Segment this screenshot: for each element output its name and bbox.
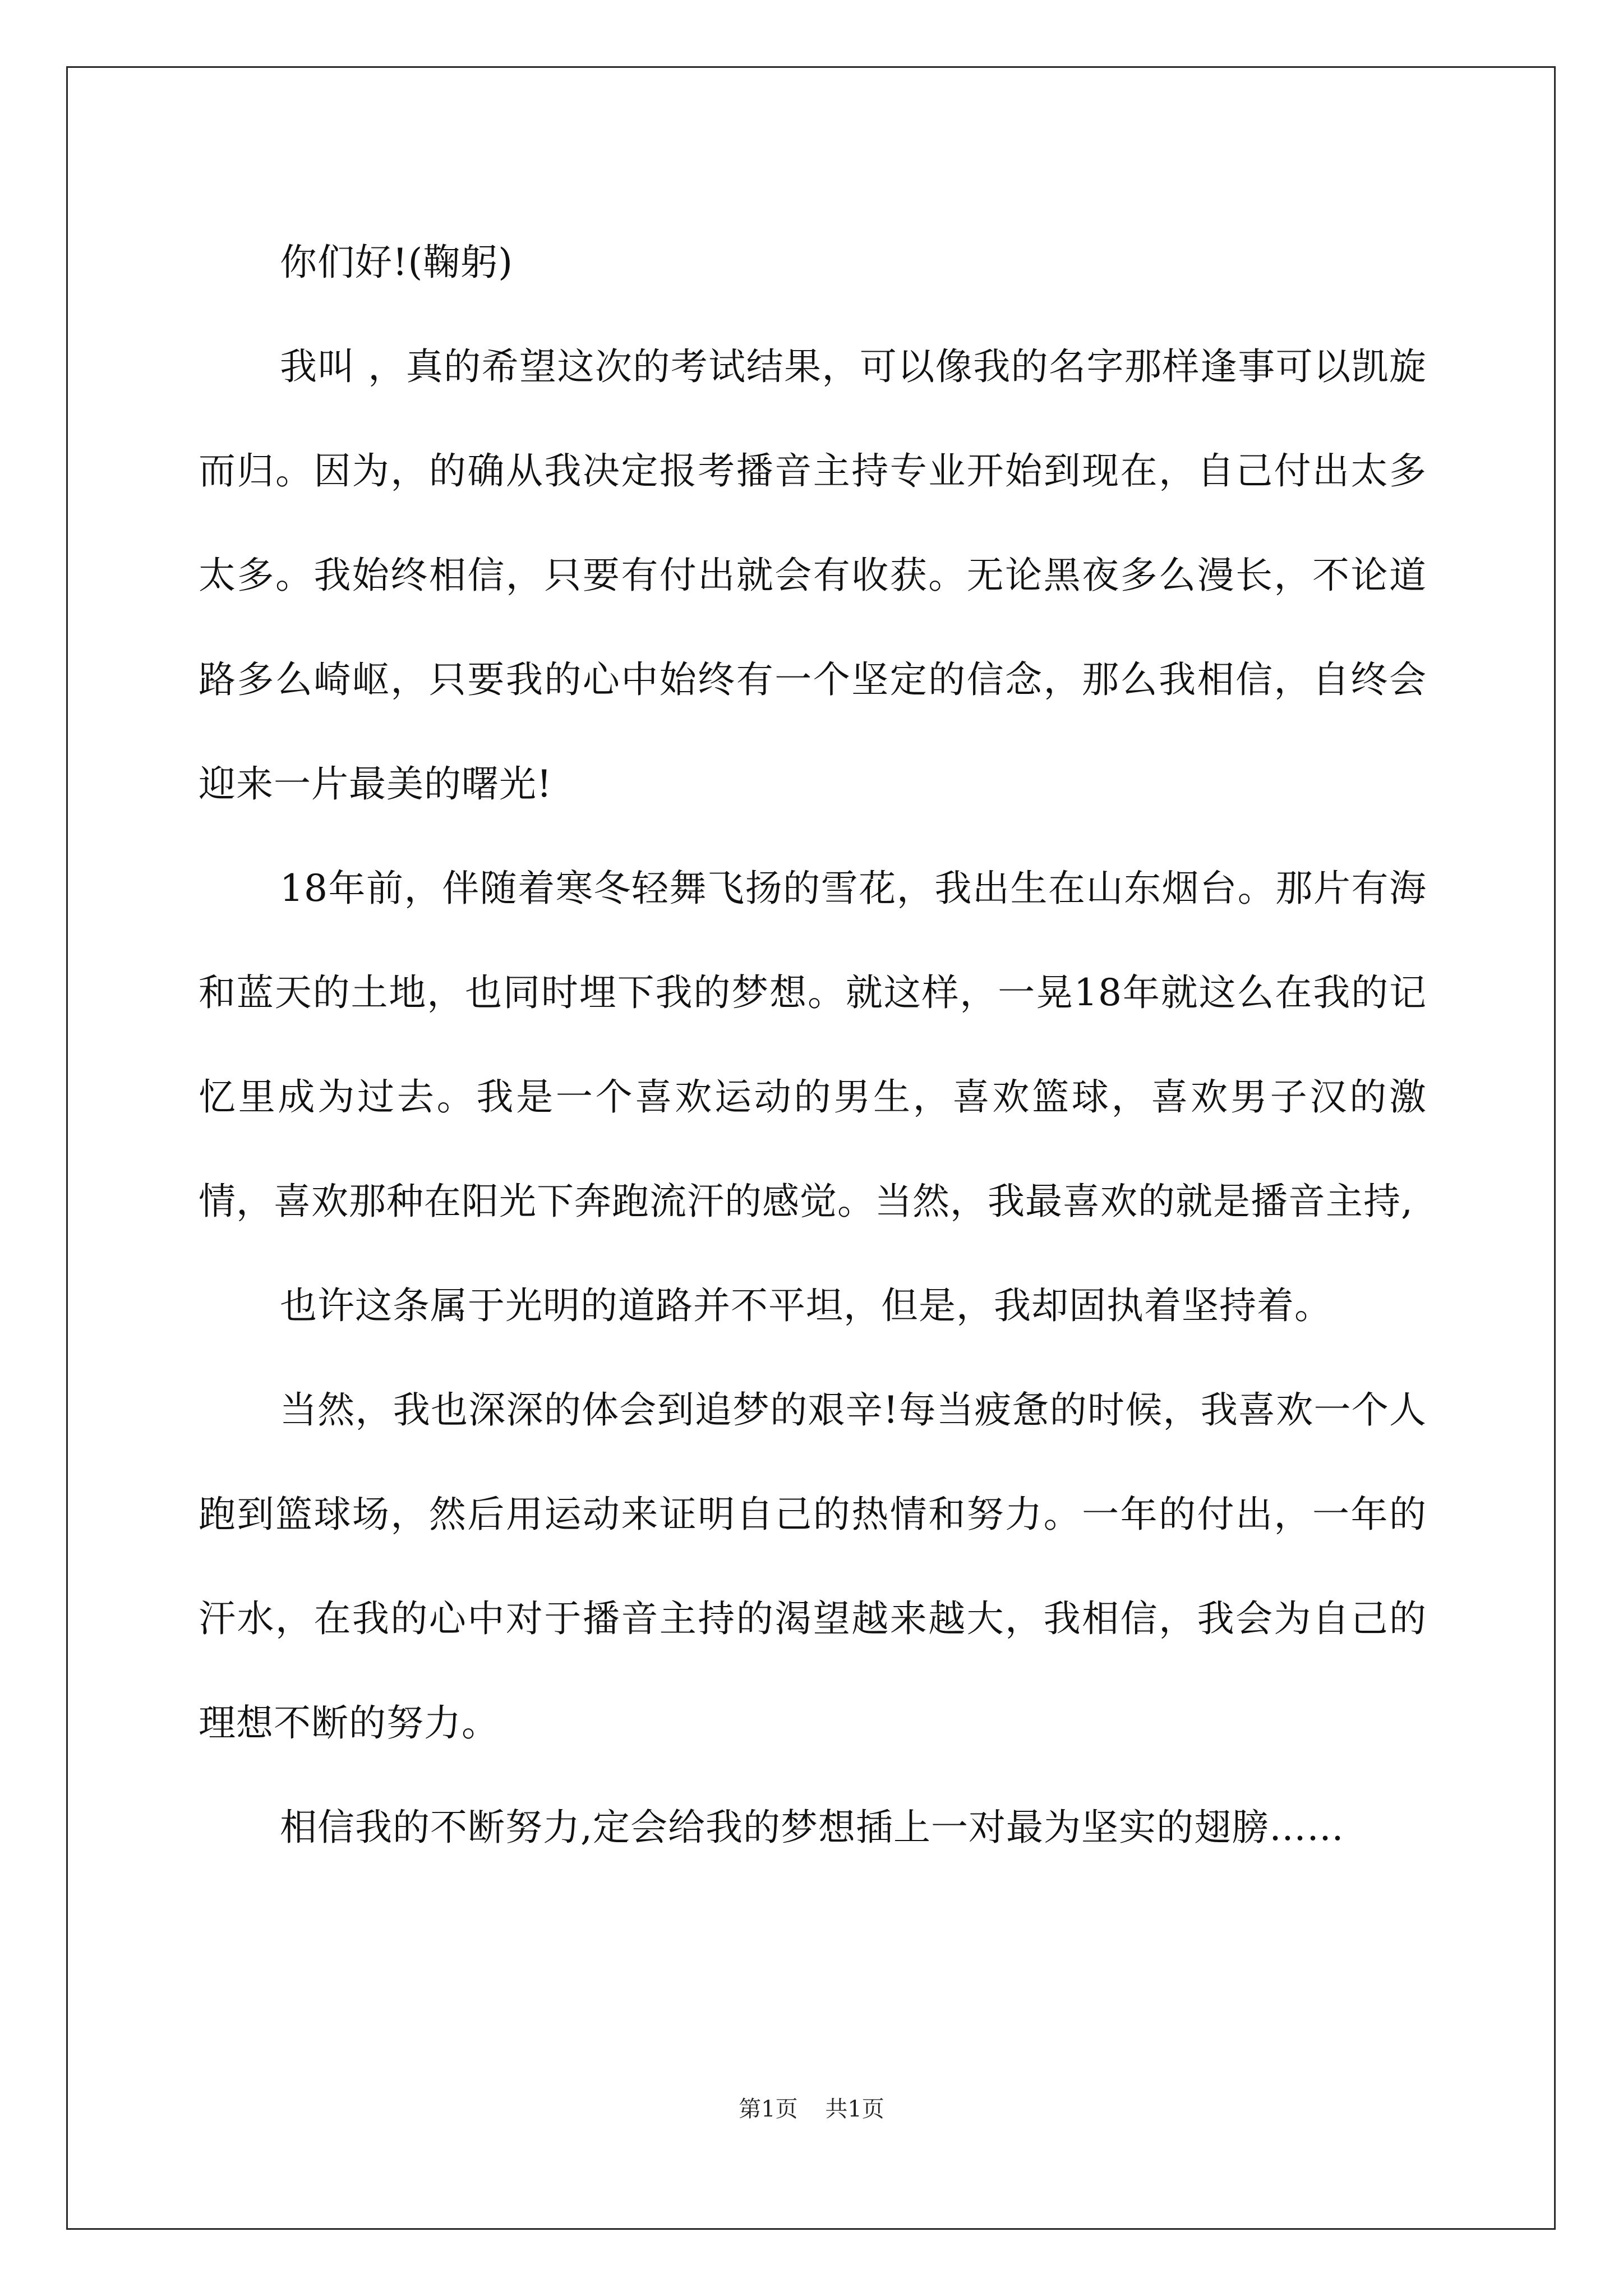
paragraph-greeting: 你们好!(鞠躬) [280, 241, 514, 284]
paragraph-perseverance: 也许这条属于光明的道路并不平坦，但是，我却固执着坚持着。 [280, 1284, 1332, 1327]
paragraph-effort: 当然，我也深深的体会到追梦的艰辛!每当疲惫的时候，我喜欢一个人跑到篮球场，然后用运动来证明自己的热情和努力。一年的付出，一年的汗水，在我的心中对于播音主持的渴望越来越大，我相信，我会为自己的理想不断的努力。 [199, 1388, 1427, 1745]
paragraph-closing: 相信我的不断努力,定会给我的梦想插上一对最为坚实的翅膀…… [280, 1806, 1344, 1849]
paragraph-introduction: 我叫 ，真的希望这次的考试结果，可以像我的名字那样逢事可以凯旋而归。因为，的确从我决定报考播音主持专业开始到现在，自己付出太多太多。我始终相信，只要有付出就会有收获。无论黑夜多么漫长，不论道路多么崎岖，只要我的心中始终有一个坚定的信念，那么我相信，自终会迎来一片最美的曙光! [199, 345, 1427, 806]
paragraph-background: 18年前，伴随着寒冬轻舞飞扬的雪花，我出生在山东烟台。那片有海和蓝天的土地，也同时埋下我的梦想。就这样，一晃18年就这么在我的记忆里成为过去。我是一个喜欢运动的男生，喜欢篮球，喜欢男子汉的激情，喜欢那种在阳光下奔跑流汗的感觉。当然，我最喜欢的就是播音主持, [199, 867, 1427, 1223]
document-body [199, 210, 1427, 1880]
page-number: 第1页 [739, 2096, 798, 2122]
page-footer [0, 2095, 1623, 2123]
page-count: 共1页 [825, 2096, 884, 2122]
